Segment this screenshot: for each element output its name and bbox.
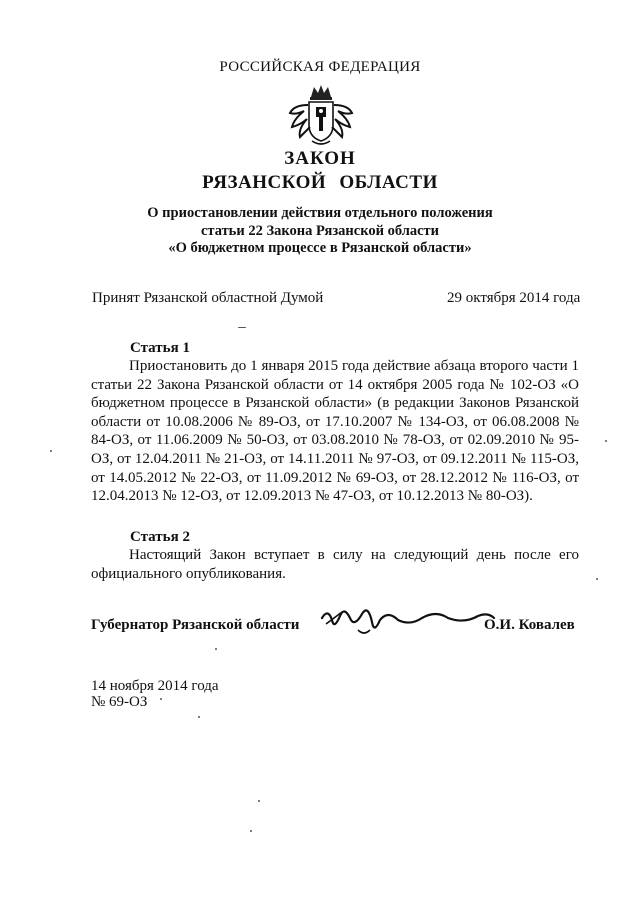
adoption-statement: Принят Рязанской областной Думой [92, 290, 324, 306]
article-2-heading: Статья 2 [130, 529, 190, 545]
law-number: № 69-ОЗ [91, 694, 148, 710]
scan-speck [50, 450, 52, 452]
handwritten-signature [318, 600, 498, 640]
law-title-line-2: статьи 22 Закона Рязанской области [200, 222, 440, 239]
article-2-text: Настоящий Закон вступает в силу на следующий день после его официального опубликования. [91, 547, 579, 582]
coat-of-arms-icon [286, 83, 356, 149]
scan-speck [605, 440, 607, 442]
signatory-name: О.И. Ковалев [484, 617, 575, 633]
signing-date: 14 ноября 2014 года [91, 678, 219, 694]
signatory-title: Губернатор Рязанской области [91, 617, 300, 633]
scan-speck [596, 578, 598, 580]
scan-speck [215, 648, 217, 650]
scan-speck [238, 327, 246, 328]
law-title-line-3: «О бюджетном процессе в Рязанской области» [168, 240, 472, 256]
scan-speck [250, 830, 252, 832]
scan-speck [258, 800, 260, 802]
document-type: ЗАКОН [284, 148, 356, 169]
scan-speck [160, 698, 162, 700]
article-1-text: Приостановить до 1 января 2015 года действие абзаца второго части 1 статьи 22 Закона Рязанской области от 14 октября 2005 года № 102-ОЗ «О бюджетном процессе в Рязанской области» (в редакции Законов Рязанской области от 10.08.2006 № 89-ОЗ, от 17.10.2007 № 134-ОЗ, от 06.08.2008 № 84-ОЗ, от 11.06.2009 № 50-ОЗ, от 03.08.2010 № 78-ОЗ, от 02.09.2010 № 95-ОЗ, от 12.04.2011 № 21-ОЗ, от 14.11.2011 № 97-ОЗ, от 09.12.2011 № 115-ОЗ, от 14.05.2012 № 22-ОЗ, от 11.09.2012 № 69-ОЗ, от 28.12.2012 № 116-ОЗ, от 12.04.2013 № 12-ОЗ, от 12.09.2013 № 47-ОЗ, от 10.12.2013 № 80-ОЗ). [91, 358, 579, 505]
scan-speck [198, 716, 200, 718]
law-title [0, 205, 640, 258]
law-title-line-1: О приостановлении действия отдельного положения [147, 205, 493, 221]
country-heading: РОССИЙСКАЯ ФЕДЕРАЦИЯ [219, 59, 421, 75]
article-1-heading: Статья 1 [130, 340, 190, 356]
region-heading: РЯЗАНСКОЙ ОБЛАСТИ [202, 172, 438, 193]
adoption-date: 29 октября 2014 года [447, 290, 581, 306]
